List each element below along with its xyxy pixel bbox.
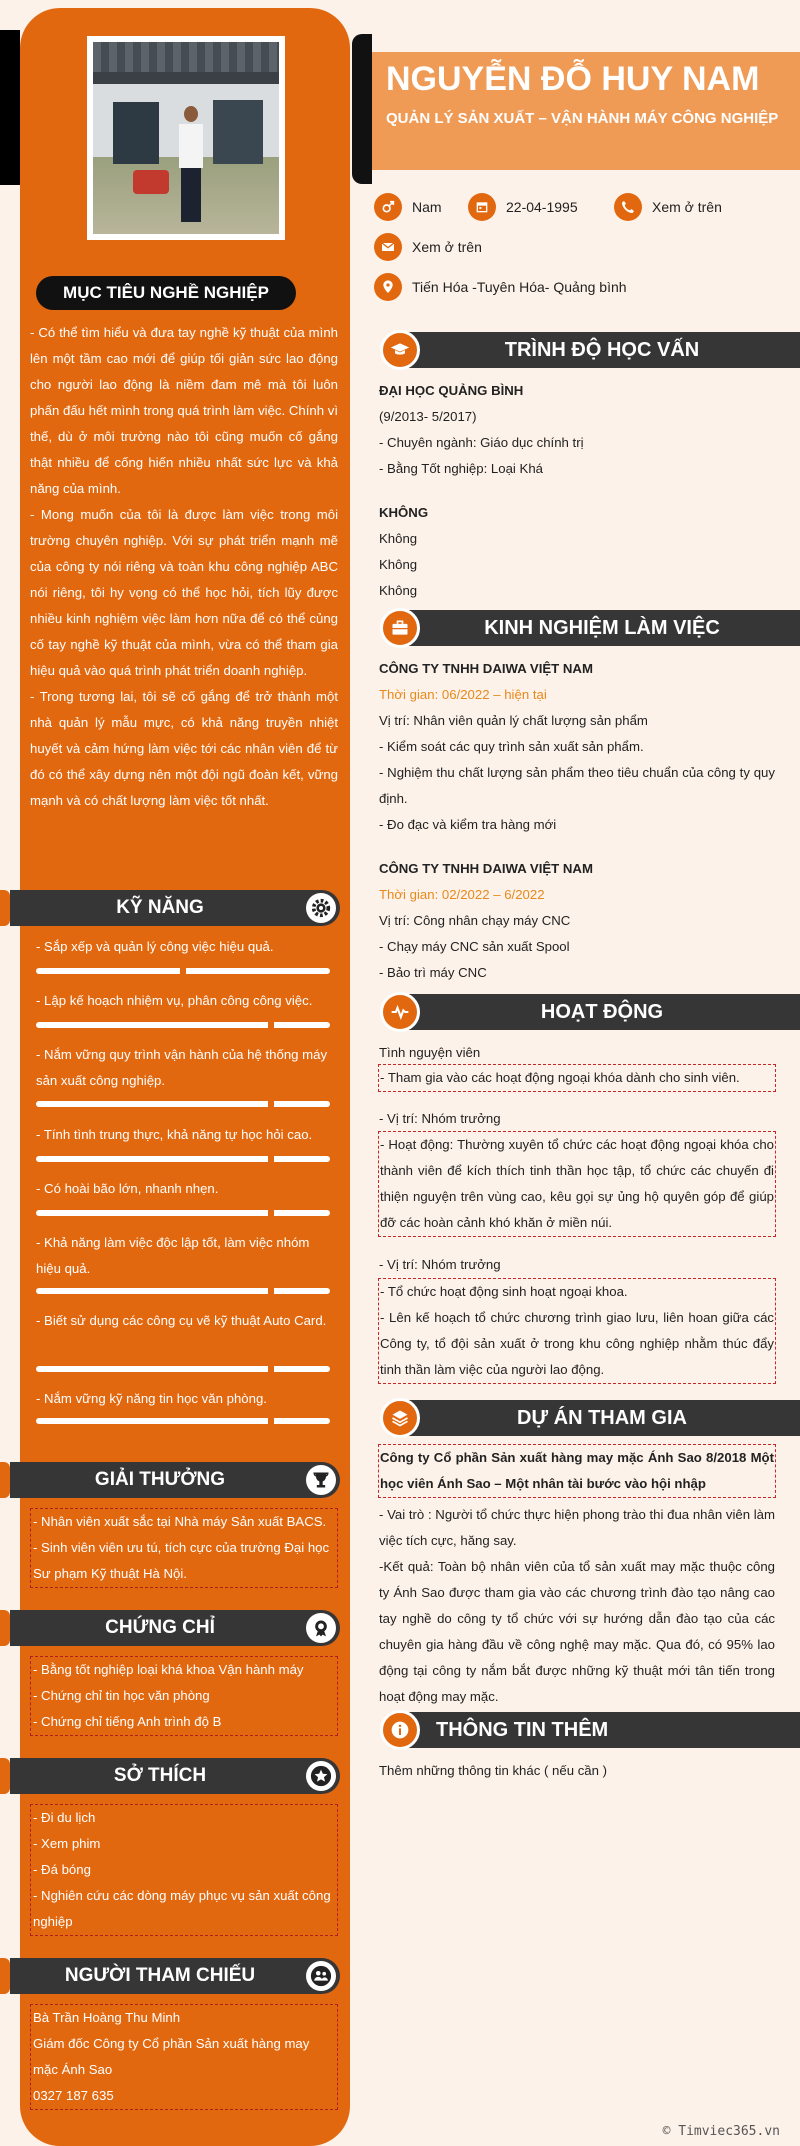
skill-level-marker [268, 1285, 274, 1297]
job-role: Vị trí: Công nhân chạy máy CNC [379, 913, 571, 928]
school-name-2: KHÔNG [379, 505, 429, 520]
skill-level-marker [268, 1153, 274, 1165]
gender-icon [374, 193, 402, 221]
reference-name: Bà Trần Hoàng Thu Minh [33, 2010, 181, 2025]
project-body [379, 1502, 775, 1710]
phone-icon [614, 193, 642, 221]
activity-2-head: - Vị trí: Nhóm trưởng [379, 1111, 501, 1126]
skill-label: - Nắm vững quy trình vận hành của hệ thống máy sản xuất công nghiệp. [36, 1047, 328, 1088]
education-degree: - Bằng Tốt nghiệp: Loại Khá [379, 461, 543, 476]
skill-level-bar [36, 1101, 330, 1107]
address: Tiến Hóa -Tuyên Hóa- Quảng bình [412, 279, 627, 295]
project-result: -Kết quả: Toàn bộ nhân viên của tổ sản xuất may mặc thuộc công ty Ánh Sao được tham gia vào các chương trình đào tạo nâng cao tay nghề do công ty tổ chức với sự hướng dẫn đào tạo của các chuyên gia hàng đầu về công nghệ may mặc. Qua đó, có 95% lao động tại công ty nắm bắt được những kỹ thuật mới tân tiến trong hoạt động may mặc. [379, 1559, 775, 1704]
project-role: - Vai trò : Người tổ chức thực hiện phong trào thi đua nhân viên làm việc tích cực, hăng say. [379, 1507, 775, 1548]
experience-body [379, 656, 775, 986]
header [372, 52, 800, 170]
awards-heading: GIẢI THƯỞNG [0, 1462, 340, 1498]
activities-heading: HOẠT ĐỘNG [380, 992, 800, 1032]
skill-level-bar [36, 1366, 330, 1372]
star-icon [306, 1761, 336, 1791]
education-line: Không [379, 583, 418, 598]
activity-line: - Lên kế hoạch tổ chức chương trình giao lưu, liên hoan giữa các Công ty, tổ đội sản xuất ở trong khu công nghiệp nhằm thúc đẩy tinh thần làm việc của người lao động. [380, 1310, 774, 1377]
certificates-heading: CHỨNG CHỈ [0, 1610, 340, 1646]
activity-1-head: Tình nguyện viên [379, 1045, 481, 1060]
skill-label: - Lập kế hoạch nhiệm vụ, phân công công việc. [36, 993, 313, 1008]
award-item: - Nhân viên xuất sắc tại Nhà máy Sản xuất BACS. [33, 1514, 327, 1529]
gear-icon [306, 893, 336, 923]
objective-paragraph-1: - Có thể tìm hiểu và đưa tay nghề kỹ thuật của mình lên một tầm cao mới để giúp tối giản sức lao động cho người lao động là niềm đam mê mà tôi luôn phấn đấu hết mình trong quá trình làm việc. Chính vì thế, dù ở môi trường nào tôi cũng muốn cố gắng thật nhiều để cống hiến nhiều nhất sức lực và khả năng của mình. [30, 325, 338, 496]
reference-position: Giám đốc Công ty Cổ phần Sản xuất hàng may mặc Ánh Sao [33, 2036, 310, 2077]
education-major: - Chuyên ngành: Giáo dục chính trị [379, 435, 584, 450]
people-icon [306, 1961, 336, 1991]
pulse-icon [380, 992, 420, 1032]
date-of-birth: 22-04-1995 [506, 199, 578, 215]
job-title: QUẢN LÝ SẢN XUẤT – VẬN HÀNH MÁY CÔNG NGHIỆP [386, 110, 779, 127]
full-name: NGUYỄN ĐỖ HUY NAM [386, 60, 760, 98]
location-icon [374, 273, 402, 301]
job-duty: - Bảo trì máy CNC [379, 965, 487, 980]
skill-level-bar [36, 1156, 330, 1162]
company-name: CÔNG TY TNHH DAIWA VIỆT NAM [379, 661, 593, 676]
skill-label: - Sắp xếp và quản lý công việc hiệu quả. [36, 939, 274, 954]
skill-level-bar [36, 1022, 330, 1028]
projects-heading: DỰ ÁN THAM GIA [380, 1398, 800, 1438]
skill-label: - Nắm vững kỹ năng tin học văn phòng. [36, 1391, 267, 1406]
email: Xem ở trên [412, 239, 482, 255]
activity-3-body [378, 1278, 776, 1384]
skill-level-bar [36, 968, 330, 974]
activity-line: - Tổ chức hoạt động sinh hoạt ngoại khoa. [380, 1284, 628, 1299]
experience-heading: KINH NGHIỆM LÀM VIỆC [380, 608, 800, 648]
trophy-icon [306, 1465, 336, 1495]
skill-label: - Biết sử dụng các công cụ vẽ kỹ thuật Auto Card. [36, 1313, 327, 1328]
certificate-item: - Chứng chỉ tiếng Anh trình độ B [33, 1714, 222, 1729]
briefcase-icon [380, 608, 420, 648]
hobby-item: - Đá bóng [33, 1862, 91, 1877]
skill-level-marker [268, 1207, 274, 1219]
footer-credit: © Timviec365.vn [662, 2124, 780, 2139]
objective-paragraph-3: - Trong tương lai, tôi sẽ cố gắng để trở thành một nhà quản lý mẫu mực, có khả năng truyền nhiệt huyết và cảm hứng làm việc tới các nhân viên để từ đó có thể xây dựng nên một đội ngũ đoàn kết, vững mạnh và có chất lượng làm việc tốt nhất. [30, 689, 338, 808]
more-info-text: Thêm những thông tin khác ( nếu cần ) [379, 1763, 608, 1778]
calendar-icon [468, 193, 496, 221]
company-name: CÔNG TY TNHH DAIWA VIỆT NAM [379, 861, 593, 876]
hobbies-list [30, 1804, 338, 1936]
job-role: Vị trí: Nhân viên quản lý chất lượng sản phẩm [379, 713, 648, 728]
objective-heading: MỤC TIÊU NGHỀ NGHIỆP [36, 276, 296, 310]
job-duty: - Đo đạc và kiểm tra hàng mới [379, 817, 557, 832]
school-name: ĐẠI HỌC QUẢNG BÌNH [379, 383, 524, 398]
hobby-item: - Nghiên cứu các dòng máy phục vụ sản xuất công nghiệp [33, 1888, 331, 1929]
education-heading: TRÌNH ĐỘ HỌC VẤN [380, 330, 800, 370]
skill-label: - Khả năng làm việc độc lập tốt, làm việc nhóm hiệu quả. [36, 1235, 310, 1276]
skill-label: - Có hoài bão lớn, nhanh nhẹn. [36, 1181, 219, 1196]
certificates-list [30, 1656, 338, 1736]
left-accent-bar [0, 30, 20, 185]
job-period: Thời gian: 02/2022 – 6/2022 [379, 887, 545, 902]
skill-level-bar [36, 1210, 330, 1216]
certificate-item: - Chứng chỉ tin học văn phòng [33, 1688, 210, 1703]
education-line: Không [379, 557, 418, 572]
hobbies-heading: SỞ THÍCH [0, 1758, 340, 1794]
objective-paragraph-2: - Mong muốn của tôi là được làm việc trong môi trường chuyên nghiệp. Với sự phát triển mạnh mẽ của công ty nói riêng và toàn khu công nghiệp ABC nói riêng, tôi hy vọng có thể học hỏi, tích lũy được nhiều kinh nghiệm việc làm hơn nữa để có thể củng cố tay nghề kỹ thuật của mình, vừa có thể tham gia hiệu quả vào quá trình phát triển doanh nghiệp. [30, 507, 338, 678]
activity-2-body: - Hoạt động: Thường xuyên tổ chức các hoạt động ngoại khóa cho thành viên để kích thích tinh thần học tập, tổ chức các chuyến đi thiện nguyện trên vùng cao, kêu gọi sự ủng hộ quyên góp để giúp đỡ các hoàn cảnh khó khăn ở miền núi. [378, 1131, 776, 1237]
awards-list [30, 1508, 338, 1588]
job-duty: - Kiểm soát các quy trình sản xuất sản phẩm. [379, 739, 644, 754]
activity-3-head: - Vị trí: Nhóm trưởng [379, 1257, 501, 1272]
references-heading: NGƯỜI THAM CHIẾU [0, 1958, 340, 1994]
certificate-item: - Bằng tốt nghiệp loại khá khoa Vận hành máy [33, 1662, 304, 1677]
job-duty: - Nghiệm thu chất lượng sản phẩm theo tiêu chuẩn của công ty quy định. [379, 765, 775, 806]
more-info-heading: THÔNG TIN THÊM [380, 1710, 800, 1750]
phone: Xem ở trên [652, 199, 722, 215]
email-icon [374, 233, 402, 261]
gender: Nam [412, 199, 442, 215]
skill-level-bar [36, 1418, 330, 1424]
skill-level-marker [180, 965, 186, 977]
education-body [379, 378, 775, 604]
hobby-item: - Xem phim [33, 1836, 101, 1851]
skill-level-marker [268, 1019, 274, 1031]
references-list [30, 2004, 338, 2110]
skill-level-marker [268, 1363, 274, 1375]
education-line: Không [379, 531, 418, 546]
profile-photo [87, 36, 285, 240]
objective-text [30, 320, 338, 814]
layers-icon [380, 1398, 420, 1438]
medal-icon [306, 1613, 336, 1643]
hobby-item: - Đi du lịch [33, 1810, 96, 1825]
graduation-cap-icon [380, 330, 420, 370]
info-icon [380, 1710, 420, 1750]
job-duty: - Chạy máy CNC sản xuất Spool [379, 939, 570, 954]
reference-phone: 0327 187 635 [33, 2088, 114, 2103]
education-period: (9/2013- 5/2017) [379, 409, 477, 424]
header-accent [352, 34, 372, 184]
skill-label: - Tính tình trung thực, khả năng tự học hỏi cao. [36, 1127, 313, 1142]
skill-level-marker [268, 1415, 274, 1427]
project-header: Công ty Cổ phần Sản xuất hàng may mặc Ánh Sao 8/2018 Một học viên Ánh Sao – Một nhân tài bước vào hội nhập [378, 1444, 776, 1498]
skills-heading: KỸ NĂNG [0, 890, 340, 926]
skill-level-bar [36, 1288, 330, 1294]
activity-1-body: - Tham gia vào các hoạt động ngoại khóa dành cho sinh viên. [378, 1064, 776, 1092]
award-item: - Sinh viên viên ưu tú, tích cực của trường Đại học Sư phạm Kỹ thuật Hà Nội. [33, 1540, 330, 1581]
skill-level-marker [268, 1098, 274, 1110]
job-period: Thời gian: 06/2022 – hiện tại [379, 687, 547, 702]
